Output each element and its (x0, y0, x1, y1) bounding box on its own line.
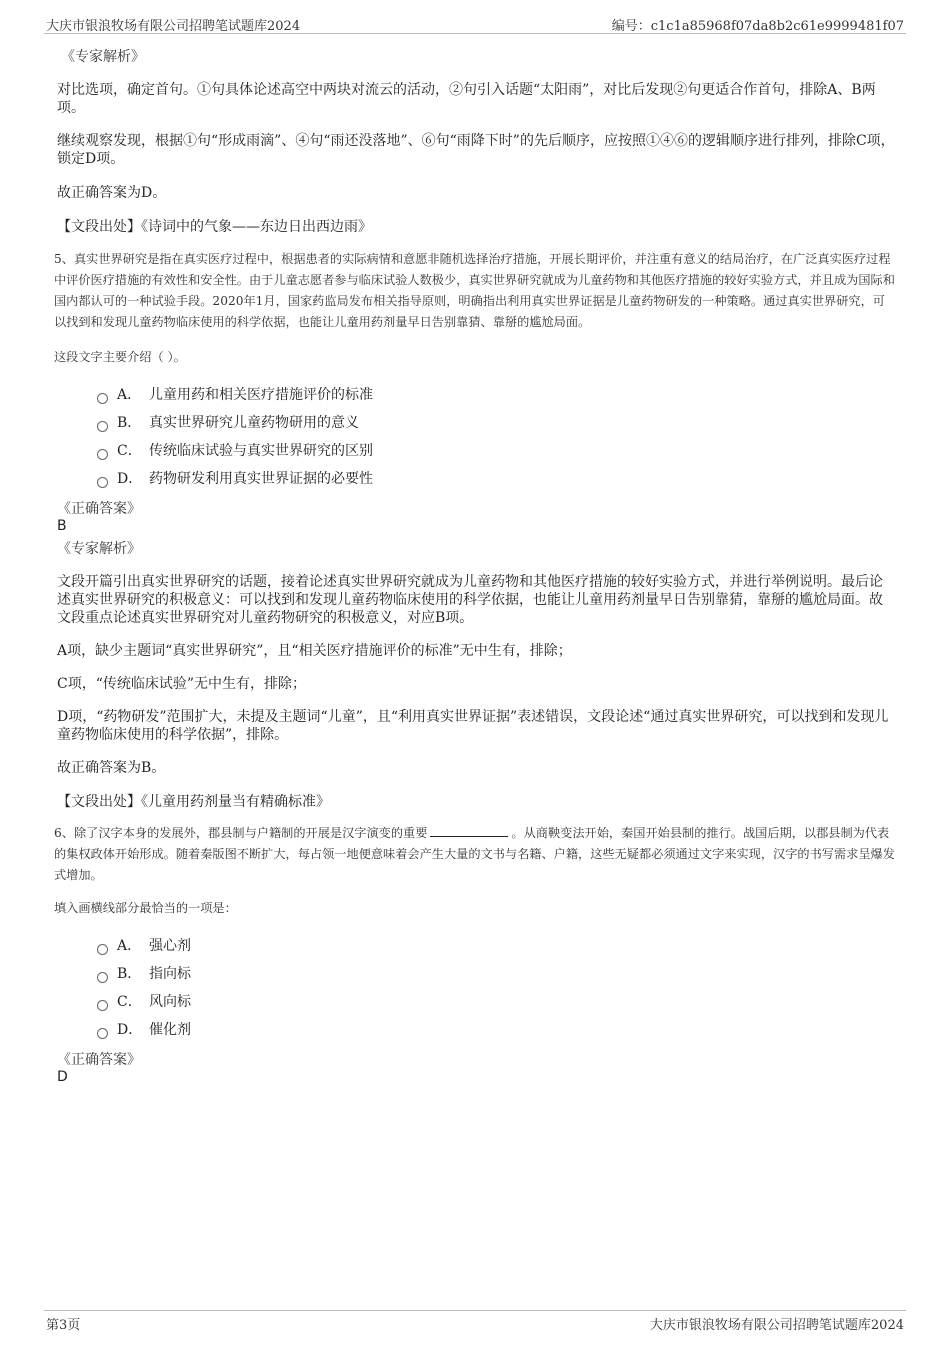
footer-title: 大庆市银浪牧场有限公司招聘笔试题库2024 (649, 1318, 904, 1333)
header-divider (44, 33, 906, 34)
q6-stem-before: 6、除了汉字本身的发展外，郡县制与户籍制的开展是汉字演变的重要 (54, 826, 428, 840)
option-letter: A． (117, 938, 142, 954)
option-letter: D． (117, 1022, 143, 1038)
radio-icon[interactable] (97, 1028, 108, 1039)
option-letter: D． (117, 471, 143, 487)
q5-source: 【文段出处】《儿童用药剂量当有精确标准》 (57, 794, 330, 810)
page-header (0, 0, 950, 34)
page-footer (0, 1310, 950, 1345)
q6-options (97, 932, 895, 1044)
q5-prompt: 这段文字主要介绍（ ）。 (54, 350, 186, 364)
q5-answer-label: 《正确答案》 (57, 501, 141, 517)
option-letter: A． (117, 387, 142, 403)
prev-analysis-para-1: 对比选项，确定首句。①句具体论述高空中两块对流云的活动，②句引入话题“太阳雨”，对比后发现②句更适合作首句，排除A、B两项。 (57, 82, 876, 116)
option-text: 指向标 (149, 966, 191, 982)
q5-options (97, 381, 895, 493)
q5-analysis-para-3: C项，“传统临床试验”无中生有，排除； (57, 676, 307, 692)
prev-analysis-para-3: 故正确答案为D。 (57, 185, 167, 201)
q5-analysis-para-5: 故正确答案为B。 (57, 760, 166, 776)
q6-stem (54, 823, 895, 886)
header-code: 编号：c1c1a85968f07da8b2c61e9999481f07 (611, 19, 904, 34)
option-letter: B． (117, 415, 142, 431)
prev-source: 【文段出处】《诗词中的气象——东边日出西边雨》 (57, 219, 372, 235)
option-text: 风向标 (149, 994, 191, 1010)
option-text: 强心剂 (149, 938, 191, 954)
q5-option-d[interactable] (97, 465, 895, 493)
option-text: 儿童用药和相关医疗措施评价的标准 (149, 387, 373, 403)
footer-divider (44, 1310, 906, 1311)
q6-prompt: 填入画横线部分最恰当的一项是： (54, 901, 237, 915)
q5-analysis-para-1: 文段开篇引出真实世界研究的话题，接着论述真实世界研究就成为儿童药物和其他医疗措施的较好实验方式，并进行举例说明。最后论述真实世界研究的积极意义：可以找到和发现儿童药物临床使用的科学依据，也能让儿童用药剂量早日告别靠猜，靠掰的尴尬局面。故文段重点论述真实世界研究对儿童药物研究的积极意义，对应B项。 (57, 574, 883, 626)
q6-option-c[interactable] (97, 988, 895, 1016)
q5-option-c[interactable] (97, 437, 895, 465)
option-letter: C． (117, 994, 142, 1010)
q5-stem: 5、真实世界研究是指在真实医疗过程中，根据患者的实际病情和意愿非随机选择治疗措施，开展长期评价，并注重有意义的结局治疗，在广泛真实医疗过程中评价医疗措施的有效性和安全性。由于儿童志愿者参与临床试验人数极少，真实世界研究就成为儿童药物和其他医疗措施的较好实验方式，并且成为国际和国内都认可的一种试验手段。2020年1月，国家药监局发布相关指导原则，明确指出利用真实世界证据是儿童药物研发的一种策略。通过真实世界研究，可以找到和发现儿童药物临床使用的科学依据，也能让儿童用药剂量早日告别靠猜、靠掰的尴尬局面。 (54, 252, 895, 329)
radio-icon[interactable] (97, 944, 108, 955)
q5-option-b[interactable] (97, 409, 895, 437)
q5-option-a[interactable] (97, 381, 895, 409)
prev-analysis-label: 《专家解析》 (61, 49, 145, 65)
q5-analysis-para-4: D项，“药物研发”范围扩大，未提及主题词“儿童”，且“利用真实世界证据”表述错误，文段论述“通过真实世界研究，可以找到和发现儿童药物临床使用的科学依据”，排除。 (57, 709, 889, 743)
q6-answer-label: 《正确答案》 (57, 1052, 141, 1068)
option-text: 传统临床试验与真实世界研究的区别 (149, 443, 373, 459)
q5-analysis-para-2: A项，缺少主题词“真实世界研究”，且“相关医疗措施评价的标准”无中生有，排除； (57, 643, 572, 659)
q6-option-b[interactable] (97, 960, 895, 988)
fill-blank (430, 824, 508, 837)
q5-analysis-label: 《专家解析》 (57, 541, 141, 557)
q6-option-d[interactable] (97, 1016, 895, 1044)
option-letter: B． (117, 966, 142, 982)
radio-icon[interactable] (97, 972, 108, 983)
page-content (54, 48, 895, 1086)
option-text: 真实世界研究儿童药物研用的意义 (149, 415, 359, 431)
radio-icon[interactable] (97, 1000, 108, 1011)
radio-icon[interactable] (97, 449, 108, 460)
option-text: 药物研发利用真实世界证据的必要性 (149, 471, 373, 487)
header-title: 大庆市银浪牧场有限公司招聘笔试题库2024 (46, 19, 301, 34)
radio-icon[interactable] (97, 421, 108, 432)
option-text: 催化剂 (149, 1022, 191, 1038)
radio-icon[interactable] (97, 477, 108, 488)
q5-answer: B (57, 518, 67, 534)
radio-icon[interactable] (97, 393, 108, 404)
footer-page-number: 第3页 (46, 1318, 81, 1333)
option-letter: C． (117, 443, 142, 459)
q6-option-a[interactable] (97, 932, 895, 960)
q6-answer: D (57, 1069, 68, 1085)
prev-analysis-para-2: 继续观察发现，根据①句“形成雨滴”、④句“雨还没落地”、⑥句“雨降下时”的先后顺序，应按照①④⑥的逻辑顺序进行排列，排除C项，锁定D项。 (57, 133, 895, 167)
q6-stem-after: 。从商鞅变法开始，秦国开始县制的推行。战国后期，以郡县制为代表的集权政体开始形成。随着秦版图不断扩大，每占领一地便意味着会产生大量的文书与名籍、户籍，这些无疑都必须通过文字来实现，汉字的书写需求呈爆发式增加。 (54, 826, 895, 882)
